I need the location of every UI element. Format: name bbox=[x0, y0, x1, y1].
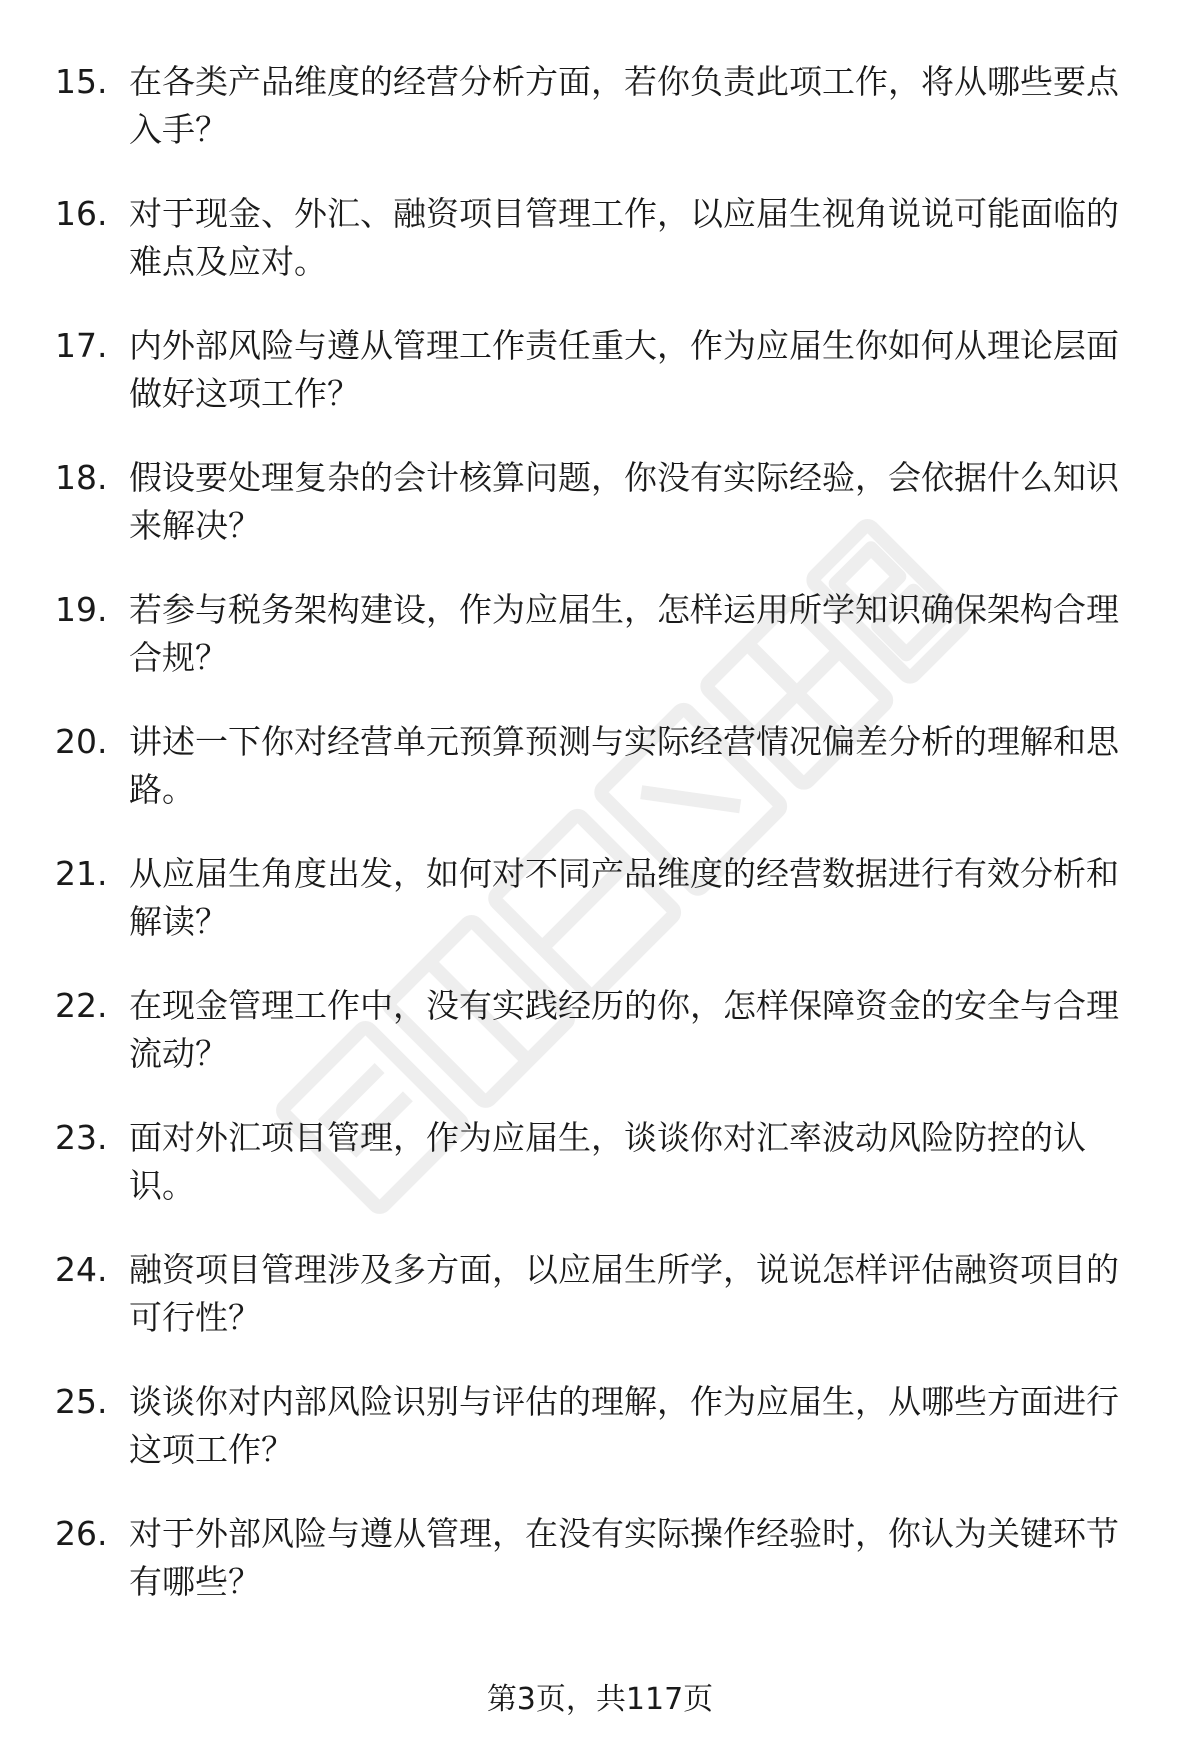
question-text: 融资项目管理涉及多方面，以应届生所学，说说怎样评估融资项目的可行性？ bbox=[129, 1250, 1119, 1337]
list-item bbox=[55, 1246, 1145, 1378]
question-text: 假设要处理复杂的会计核算问题，你没有实际经验，会依据什么知识来解决？ bbox=[129, 458, 1119, 545]
question-text: 讲述一下你对经营单元预算预测与实际经营情况偏差分析的理解和思路。 bbox=[129, 722, 1119, 809]
question-number: 24. bbox=[55, 1250, 108, 1289]
list-item bbox=[55, 1114, 1145, 1246]
question-text: 在各类产品维度的经营分析方面，若你负责此项工作，将从哪些要点入手？ bbox=[129, 62, 1119, 149]
list-item bbox=[55, 454, 1145, 586]
question-number: 26. bbox=[55, 1514, 108, 1553]
question-text: 面对外汇项目管理，作为应届生，谈谈你对汇率波动风险防控的认识。 bbox=[129, 1118, 1086, 1205]
question-number: 17. bbox=[55, 326, 108, 365]
question-number: 15. bbox=[55, 62, 108, 101]
question-text: 内外部风险与遵从管理工作责任重大，作为应届生你如何从理论层面做好这项工作？ bbox=[129, 326, 1119, 413]
list-item bbox=[55, 58, 1145, 190]
question-text: 在现金管理工作中，没有实践经历的你，怎样保障资金的安全与合理流动？ bbox=[129, 986, 1119, 1073]
list-item bbox=[55, 190, 1145, 322]
list-item bbox=[55, 1510, 1145, 1642]
list-item bbox=[55, 1378, 1145, 1510]
question-number: 18. bbox=[55, 458, 108, 497]
question-number: 20. bbox=[55, 722, 108, 761]
question-text: 谈谈你对内部风险识别与评估的理解，作为应届生，从哪些方面进行这项工作？ bbox=[129, 1382, 1119, 1469]
page-footer: 第3页，共117页 bbox=[486, 1682, 714, 1717]
question-list bbox=[55, 58, 1145, 1642]
list-item bbox=[55, 850, 1145, 982]
list-item bbox=[55, 718, 1145, 850]
question-number: 21. bbox=[55, 854, 108, 893]
question-number: 23. bbox=[55, 1118, 108, 1157]
list-item bbox=[55, 322, 1145, 454]
question-text: 对于现金、外汇、融资项目管理工作，以应届生视角说说可能面临的难点及应对。 bbox=[129, 194, 1119, 281]
question-text: 从应届生角度出发，如何对不同产品维度的经营数据进行有效分析和解读？ bbox=[129, 854, 1119, 941]
list-item bbox=[55, 982, 1145, 1114]
question-number: 16. bbox=[55, 194, 108, 233]
question-number: 22. bbox=[55, 986, 108, 1025]
question-number: 25. bbox=[55, 1382, 108, 1421]
list-item bbox=[55, 586, 1145, 718]
question-text: 若参与税务架构建设，作为应届生，怎样运用所学知识确保架构合理合规？ bbox=[129, 590, 1119, 677]
question-text: 对于外部风险与遵从管理，在没有实际操作经验时，你认为关键环节有哪些？ bbox=[129, 1514, 1119, 1601]
question-number: 19. bbox=[55, 590, 108, 629]
